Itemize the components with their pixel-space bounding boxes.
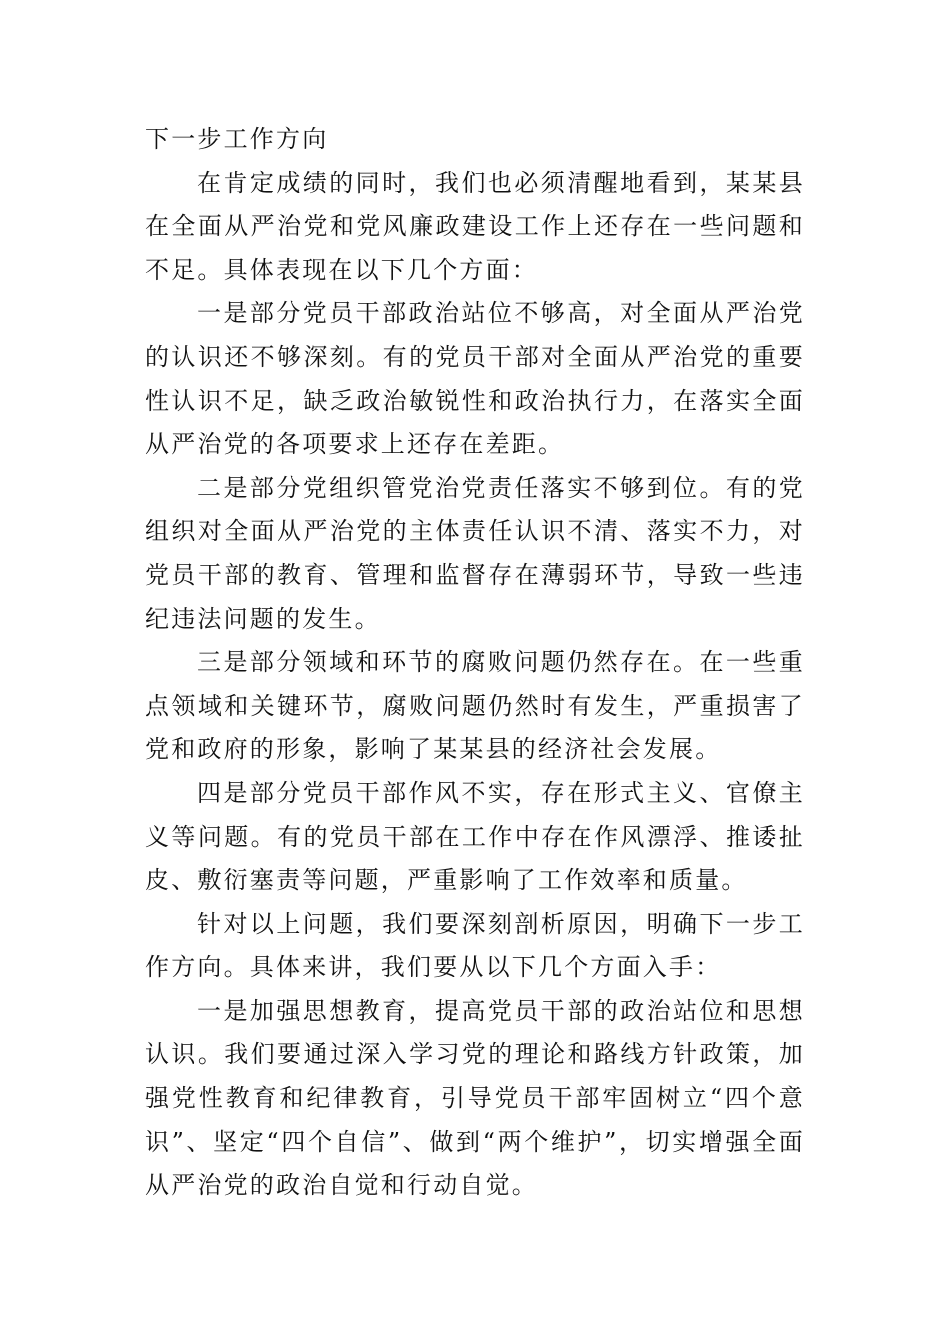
document-page xyxy=(145,118,805,1208)
paragraph-measure-1: 一是加强思想教育，提高党员干部的政治站位和思想认识。我们要通过深入学习党的理论和路线方针政策，加强党性教育和纪律教育，引导党员干部牢固树立“四个意识”、坚定“四个自信”、做到“两个维护”，切实增强全面从严治党的政治自觉和行动自觉。 xyxy=(145,996,805,1200)
paragraph-problem-1: 一是部分党员干部政治站位不够高，对全面从严治党的认识还不够深刻。有的党员干部对全面从严治党的重要性认识不足，缺乏政治敏锐性和政治执行力，在落实全面从严治党的各项要求上还存在差距。 xyxy=(145,299,805,459)
paragraph-problem-4: 四是部分党员干部作风不实，存在形式主义、官僚主义等问题。有的党员干部在工作中存在作风漂浮、推诿扯皮、敷衍塞责等问题，严重影响了工作效率和质量。 xyxy=(145,778,805,895)
paragraph-problem-2: 二是部分党组织管党治党责任落实不够到位。有的党组织对全面从严治党的主体责任认识不清、落实不力，对党员干部的教育、管理和监督存在薄弱环节，导致一些违纪违法问题的发生。 xyxy=(145,473,805,633)
section-heading: 下一步工作方向 xyxy=(145,125,329,153)
paragraph-problem-3: 三是部分领域和环节的腐败问题仍然存在。在一些重点领域和关键环节，腐败问题仍然时有发生，严重损害了党和政府的形象，影响了某某县的经济社会发展。 xyxy=(145,648,805,764)
paragraph-problems-intro: 在肯定成绩的同时，我们也必须清醒地看到，某某县在全面从严治党和党风廉政建设工作上还存在一些问题和不足。具体表现在以下几个方面： xyxy=(145,168,805,284)
paragraph-measures-intro: 针对以上问题，我们要深刻剖析原因，明确下一步工作方向。具体来讲，我们要从以下几个方面入手： xyxy=(145,909,805,982)
